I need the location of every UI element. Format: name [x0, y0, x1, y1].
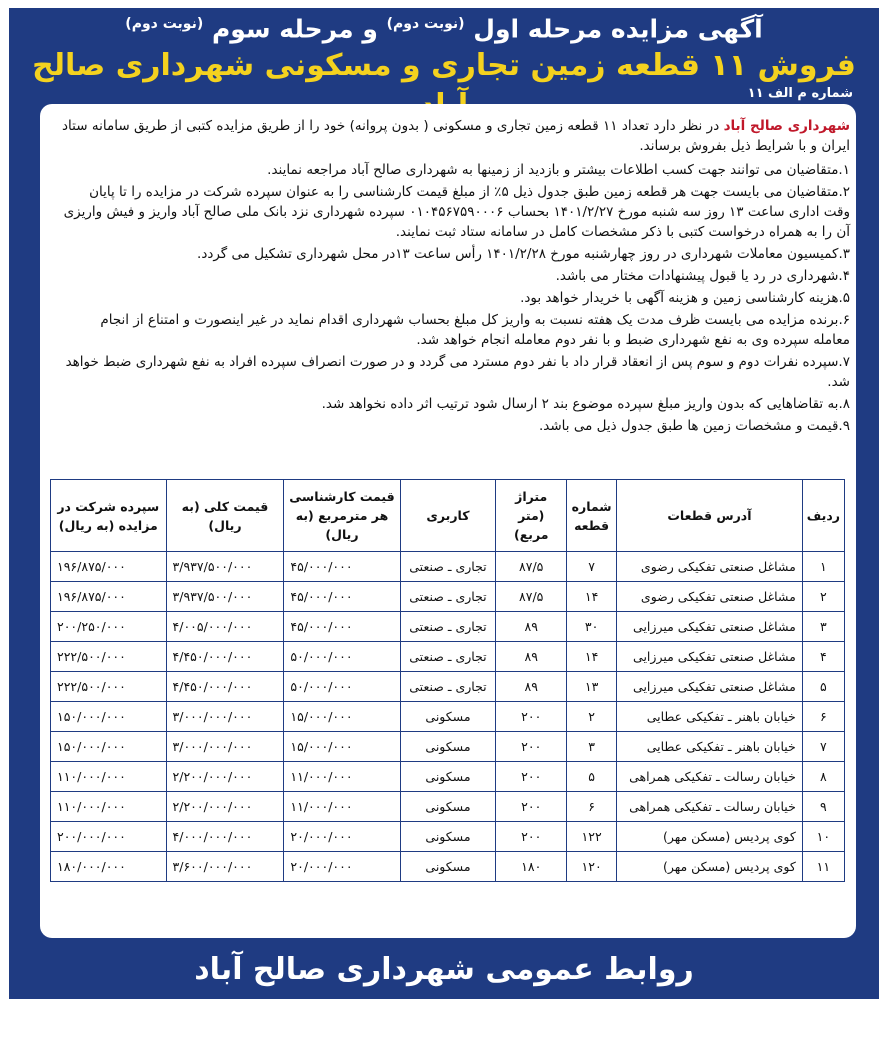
parcel-number: ۱۴ [567, 582, 617, 612]
row-number: ۵ [802, 672, 844, 702]
organization-name: شهرداری صالح آباد [723, 118, 850, 134]
table-row [51, 552, 845, 582]
parcel-area: ۲۰۰ [496, 732, 567, 762]
deposit: ۱۹۶/۸۷۵/۰۰۰ [51, 552, 167, 582]
unit-price: ۱۱/۰۰۰/۰۰۰ [284, 792, 400, 822]
deposit: ۲۰۰/۰۰۰/۰۰۰ [51, 822, 167, 852]
header-usage: کاربری [400, 480, 496, 552]
parcel-number: ۷ [567, 552, 617, 582]
parcel-usage: مسکونی [400, 732, 496, 762]
total-price: ۳/۹۳۷/۵۰۰/۰۰۰ [166, 582, 284, 612]
table-row [51, 732, 845, 762]
header-total-price: قیمت کلی (به ریال) [166, 480, 284, 552]
parcel-address: خیابان رسالت ـ تفکیکی همراهی [617, 792, 803, 822]
deposit: ۱۱۰/۰۰۰/۰۰۰ [51, 762, 167, 792]
parcel-usage: مسکونی [400, 792, 496, 822]
parcel-number: ۲ [567, 702, 617, 732]
parcel-usage: مسکونی [400, 762, 496, 792]
parcel-area: ۲۰۰ [496, 792, 567, 822]
parcel-number: ۵ [567, 762, 617, 792]
total-price: ۲/۲۰۰/۰۰۰/۰۰۰ [166, 762, 284, 792]
header-row-number: ردیف [802, 480, 844, 552]
title-note1: (نوبت دوم) [386, 16, 465, 32]
condition-item: ۳.کمیسیون معاملات شهرداری در روز چهارشنبه مورخ ۱۴۰۱/۲/۲۸ رأس ساعت ۱۳در محل شهرداری تشکیل می گردد. [197, 246, 850, 262]
condition-item: ۸.به تقاضاهایی که بدون واریز مبلغ سپرده موضوع بند ۲ ارسال شود ترتیب اثر داده نخواهد شد. [321, 396, 850, 412]
header-address: آدرس قطعات [617, 480, 803, 552]
parcel-address: مشاغل صنعتی تفکیکی میرزایی [617, 672, 803, 702]
parcel-address: مشاغل صنعتی تفکیکی میرزایی [617, 612, 803, 642]
condition-item: ۵.هزینه کارشناسی زمین و هزینه آگهی با خریدار خواهد بود. [520, 290, 850, 306]
parcel-address: مشاغل صنعتی تفکیکی میرزایی [617, 642, 803, 672]
parcel-area: ۲۰۰ [496, 702, 567, 732]
deposit: ۱۵۰/۰۰۰/۰۰۰ [51, 732, 167, 762]
total-price: ۳/۶۰۰/۰۰۰/۰۰۰ [166, 852, 284, 882]
intro-paragraph [62, 116, 850, 156]
total-price: ۴/۴۵۰/۰۰۰/۰۰۰ [166, 642, 284, 672]
total-price: ۳/۰۰۰/۰۰۰/۰۰۰ [166, 702, 284, 732]
ad-subtitle: فروش ۱۱ قطعه زمین تجاری و مسکونی شهرداری صالح [32, 48, 856, 83]
unit-price: ۴۵/۰۰۰/۰۰۰ [284, 582, 400, 612]
unit-price: ۵۰/۰۰۰/۰۰۰ [284, 642, 400, 672]
title-note2: (نوبت دوم) [125, 16, 204, 32]
header-parcel-number: شماره قطعه [567, 480, 617, 552]
parcel-usage: تجاری ـ صنعتی [400, 672, 496, 702]
parcel-usage: تجاری ـ صنعتی [400, 612, 496, 642]
row-number: ۷ [802, 732, 844, 762]
total-price: ۲/۲۰۰/۰۰۰/۰۰۰ [166, 792, 284, 822]
row-number: ۲ [802, 582, 844, 612]
table-row [51, 672, 845, 702]
parcel-usage: تجاری ـ صنعتی [400, 642, 496, 672]
parcel-number: ۶ [567, 792, 617, 822]
deposit: ۱۱۰/۰۰۰/۰۰۰ [51, 792, 167, 822]
deposit: ۲۲۲/۵۰۰/۰۰۰ [51, 642, 167, 672]
parcel-number: ۱۲۰ [567, 852, 617, 882]
parcel-area: ۸۹ [496, 612, 567, 642]
total-price: ۳/۹۳۷/۵۰۰/۰۰۰ [166, 552, 284, 582]
condition-item: ۹.قیمت و مشخصات زمین ها طبق جدول ذیل می باشد. [538, 418, 850, 434]
parcel-usage: تجاری ـ صنعتی [400, 582, 496, 612]
intro-text: در نظر دارد تعداد ۱۱ قطعه زمین تجاری و مسکونی ( بدون پروانه) خود را از طریق مزایده کتبی از طریق سامانه ستاد ایران و با شرایط ذیل بفروش برساند. [62, 118, 850, 154]
parcel-address: خیابان رسالت ـ تفکیکی همراهی [617, 762, 803, 792]
row-number: ۳ [802, 612, 844, 642]
row-number: ۴ [802, 642, 844, 672]
content-panel [40, 104, 856, 938]
ad-footer: روابط عمومی شهرداری صالح آباد [194, 952, 694, 987]
total-price: ۴/۰۰۵/۰۰۰/۰۰۰ [166, 612, 284, 642]
unit-price: ۱۱/۰۰۰/۰۰۰ [284, 762, 400, 792]
header-unit-price: قیمت کارشناسی هر مترمربع (به ریال) [284, 480, 400, 552]
parcel-area: ۸۹ [496, 672, 567, 702]
row-number: ۸ [802, 762, 844, 792]
table-row [51, 792, 845, 822]
row-number: ۱۱ [802, 852, 844, 882]
table-row [51, 762, 845, 792]
unit-price: ۴۵/۰۰۰/۰۰۰ [284, 552, 400, 582]
deposit: ۱۸۰/۰۰۰/۰۰۰ [51, 852, 167, 882]
condition-item: ۱.متقاضیان می توانند جهت کسب اطلاعات بیشتر و بازدید از زمینها به شهرداری صالح آباد مراجعه نمایند. [267, 162, 850, 178]
unit-price: ۲۰/۰۰۰/۰۰۰ [284, 822, 400, 852]
parcel-number: ۱۴ [567, 642, 617, 672]
parcel-address: خیابان باهنر ـ تفکیکی عطایی [617, 702, 803, 732]
table-row [51, 702, 845, 732]
parcel-usage: مسکونی [400, 852, 496, 882]
total-price: ۳/۰۰۰/۰۰۰/۰۰۰ [166, 732, 284, 762]
deposit: ۱۵۰/۰۰۰/۰۰۰ [51, 702, 167, 732]
parcel-address: مشاغل صنعتی تفکیکی رضوی [617, 582, 803, 612]
table-row [51, 612, 845, 642]
parcel-area: ۲۰۰ [496, 822, 567, 852]
parcel-usage: مسکونی [400, 822, 496, 852]
row-number: ۱ [802, 552, 844, 582]
condition-item: ۴.شهرداری در رد یا قبول پیشنهادات مختار می باشد. [555, 268, 850, 284]
title-part1: آگهی مزایده مرحله اول [473, 14, 763, 44]
total-price: ۴/۰۰۰/۰۰۰/۰۰۰ [166, 822, 284, 852]
parcel-number: ۱۲۲ [567, 822, 617, 852]
total-price: ۴/۴۵۰/۰۰۰/۰۰۰ [166, 672, 284, 702]
table-row [51, 642, 845, 672]
ad-title [9, 8, 879, 45]
unit-price: ۱۵/۰۰۰/۰۰۰ [284, 702, 400, 732]
parcel-address: مشاغل صنعتی تفکیکی رضوی [617, 552, 803, 582]
parcel-number: ۳۰ [567, 612, 617, 642]
condition-item: ۶.برنده مزایده می بایست ظرف مدت یک هفته نسبت به واریز کل مبلغ بحساب شهرداری اقدام نماید در غیر اینصورت و امتناع از انجام معامله سپرده وی به نفع شهرداری ضبط و با نفر دوم معامله انجام خواهد شد. [100, 312, 850, 348]
parcel-area: ۲۰۰ [496, 762, 567, 792]
parcel-number: ۱۳ [567, 672, 617, 702]
unit-price: ۲۰/۰۰۰/۰۰۰ [284, 852, 400, 882]
deposit: ۲۲۲/۵۰۰/۰۰۰ [51, 672, 167, 702]
parcel-address: کوی پردیس (مسکن مهر) [617, 822, 803, 852]
parcel-usage: تجاری ـ صنعتی [400, 552, 496, 582]
condition-item: ۲.متقاضیان می بایست جهت هر قطعه زمین طبق جدول ذیل ۵٪ از مبلغ قیمت کارشناسی را به عنوان سپرده شرکت در مزایده را تا پایان وقت اداری ساعت ۱۳ روز سه شنبه مورخ ۱۴۰۱/۲/۲۷ بحساب ۰۱۰۴۵۶۷۵۹۰۰۰۶ سپرده شهرداری نزد بانک ملی صالح آباد واریز و فیش واریزی آن را به همراه درخواست کتبی با ذکر مشخصات کامل در سامانه ستاد ثبت نمایند. [63, 184, 850, 240]
row-number: ۶ [802, 702, 844, 732]
ad-header [9, 8, 879, 104]
table-row [51, 852, 845, 882]
row-number: ۹ [802, 792, 844, 822]
parcel-area: ۸۹ [496, 642, 567, 672]
advertisement-frame [9, 8, 879, 999]
table-row [51, 822, 845, 852]
row-number: ۱۰ [802, 822, 844, 852]
unit-price: ۱۵/۰۰۰/۰۰۰ [284, 732, 400, 762]
conditions-list [62, 160, 850, 438]
unit-price: ۵۰/۰۰۰/۰۰۰ [284, 672, 400, 702]
parcel-usage: مسکونی [400, 702, 496, 732]
parcel-area: ۸۷/۵ [496, 552, 567, 582]
condition-item: ۷.سپرده نفرات دوم و سوم پس از انعقاد قرار داد با نفر دوم مسترد می گردد و در صورت انصراف سپرده افراد به نفع شهرداری ضبط خواهد شد. [65, 354, 850, 390]
parcel-area: ۱۸۰ [496, 852, 567, 882]
unit-price: ۴۵/۰۰۰/۰۰۰ [284, 612, 400, 642]
parcel-number: ۳ [567, 732, 617, 762]
header-area: متراژ (متر مربع) [496, 480, 567, 552]
notice-number: شماره م الف ۱۱ [747, 86, 853, 101]
table-header-row [51, 480, 845, 552]
parcel-address: کوی پردیس (مسکن مهر) [617, 852, 803, 882]
parcel-address: خیابان باهنر ـ تفکیکی عطایی [617, 732, 803, 762]
title-part2: و مرحله سوم [211, 14, 378, 44]
header-deposit: سپرده شرکت در مزایده (به ریال) [51, 480, 167, 552]
deposit: ۲۰۰/۲۵۰/۰۰۰ [51, 612, 167, 642]
parcel-area: ۸۷/۵ [496, 582, 567, 612]
table-row [51, 582, 845, 612]
deposit: ۱۹۶/۸۷۵/۰۰۰ [51, 582, 167, 612]
land-parcels-table [50, 479, 845, 882]
